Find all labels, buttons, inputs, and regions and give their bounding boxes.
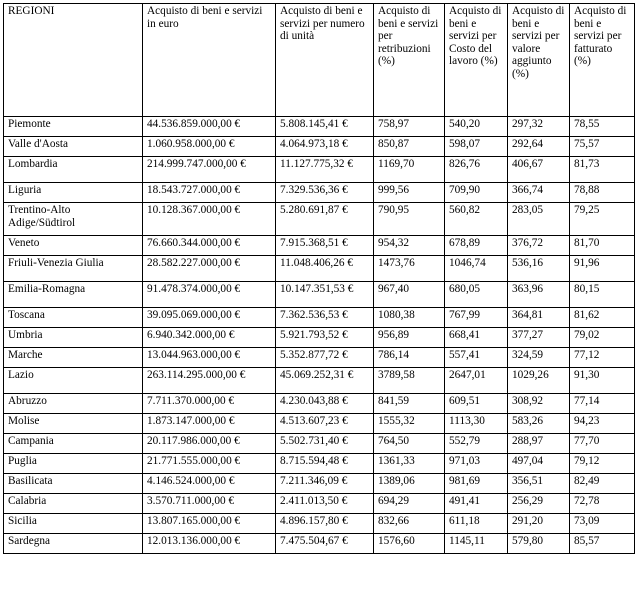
- cell-valore-aggiunto: 364,81: [508, 308, 570, 328]
- cell-valore-aggiunto: 536,16: [508, 256, 570, 282]
- cell-valore-aggiunto: 297,32: [508, 117, 570, 137]
- cell-region: Umbria: [4, 328, 143, 348]
- cell-costo-lavoro: 668,41: [445, 328, 508, 348]
- cell-retribuzioni: 3789,58: [374, 368, 445, 394]
- cell-costo-lavoro: 557,41: [445, 348, 508, 368]
- cell-valore-aggiunto: 366,74: [508, 183, 570, 203]
- cell-fatturato: 81,62: [570, 308, 635, 328]
- cell-costo-lavoro: 1046,74: [445, 256, 508, 282]
- cell-region: Lazio: [4, 368, 143, 394]
- cell-euro: 10.128.367.000,00 €: [143, 203, 276, 236]
- cell-valore-aggiunto: 356,51: [508, 474, 570, 494]
- cell-costo-lavoro: 981,69: [445, 474, 508, 494]
- table-row: [4, 348, 635, 368]
- cell-per-unita: 7.475.504,67 €: [276, 534, 374, 554]
- header-acquisto-euro: Acquisto di beni e servizi in euro: [143, 4, 276, 117]
- cell-region: Friuli-Venezia Giulia: [4, 256, 143, 282]
- table-header-row: [4, 4, 635, 117]
- cell-fatturato: 73,09: [570, 514, 635, 534]
- cell-fatturato: 81,70: [570, 236, 635, 256]
- cell-retribuzioni: 841,59: [374, 394, 445, 414]
- cell-valore-aggiunto: 288,97: [508, 434, 570, 454]
- cell-costo-lavoro: 971,03: [445, 454, 508, 474]
- cell-region: Emilia-Romagna: [4, 282, 143, 308]
- cell-per-unita: 5.280.691,87 €: [276, 203, 374, 236]
- table-row: [4, 256, 635, 282]
- cell-euro: 18.543.727.000,00 €: [143, 183, 276, 203]
- cell-per-unita: 8.715.594,48 €: [276, 454, 374, 474]
- cell-region: Calabria: [4, 494, 143, 514]
- cell-region: Molise: [4, 414, 143, 434]
- cell-retribuzioni: 1361,33: [374, 454, 445, 474]
- cell-valore-aggiunto: 308,92: [508, 394, 570, 414]
- cell-region: Trentino-Alto Adige/Südtirol: [4, 203, 143, 236]
- table-row: [4, 368, 635, 394]
- cell-euro: 13.044.963.000,00 €: [143, 348, 276, 368]
- cell-retribuzioni: 1576,60: [374, 534, 445, 554]
- cell-euro: 13.807.165.000,00 €: [143, 514, 276, 534]
- cell-valore-aggiunto: 583,26: [508, 414, 570, 434]
- cell-costo-lavoro: 609,51: [445, 394, 508, 414]
- cell-fatturato: 82,49: [570, 474, 635, 494]
- cell-fatturato: 72,78: [570, 494, 635, 514]
- cell-costo-lavoro: 611,18: [445, 514, 508, 534]
- cell-euro: 263.114.295.000,00 €: [143, 368, 276, 394]
- cell-per-unita: 11.127.775,32 €: [276, 157, 374, 183]
- cell-region: Sicilia: [4, 514, 143, 534]
- cell-euro: 12.013.136.000,00 €: [143, 534, 276, 554]
- cell-fatturato: 79,02: [570, 328, 635, 348]
- table-row: [4, 328, 635, 348]
- cell-region: Marche: [4, 348, 143, 368]
- cell-costo-lavoro: 2647,01: [445, 368, 508, 394]
- cell-retribuzioni: 956,89: [374, 328, 445, 348]
- cell-per-unita: 2.411.013,50 €: [276, 494, 374, 514]
- cell-fatturato: 81,73: [570, 157, 635, 183]
- cell-euro: 91.478.374.000,00 €: [143, 282, 276, 308]
- table-row: [4, 414, 635, 434]
- table-row: [4, 454, 635, 474]
- cell-costo-lavoro: 598,07: [445, 137, 508, 157]
- cell-fatturato: 77,12: [570, 348, 635, 368]
- cell-valore-aggiunto: 1029,26: [508, 368, 570, 394]
- cell-valore-aggiunto: 324,59: [508, 348, 570, 368]
- cell-retribuzioni: 954,32: [374, 236, 445, 256]
- cell-valore-aggiunto: 497,04: [508, 454, 570, 474]
- cell-region: Campania: [4, 434, 143, 454]
- cell-fatturato: 80,15: [570, 282, 635, 308]
- table-row: [4, 394, 635, 414]
- cell-retribuzioni: 1473,76: [374, 256, 445, 282]
- cell-euro: 214.999.747.000,00 €: [143, 157, 276, 183]
- cell-euro: 44.536.859.000,00 €: [143, 117, 276, 137]
- header-acquisto-fatturato: Acquisto di beni e servizi per fatturato (%): [570, 4, 635, 117]
- cell-retribuzioni: 786,14: [374, 348, 445, 368]
- cell-region: Abruzzo: [4, 394, 143, 414]
- table-row: [4, 474, 635, 494]
- table-row: [4, 534, 635, 554]
- cell-costo-lavoro: 540,20: [445, 117, 508, 137]
- cell-retribuzioni: 1080,38: [374, 308, 445, 328]
- table-row: [4, 434, 635, 454]
- cell-region: Lombardia: [4, 157, 143, 183]
- cell-fatturato: 79,25: [570, 203, 635, 236]
- header-regioni: REGIONI: [4, 4, 143, 117]
- cell-valore-aggiunto: 292,64: [508, 137, 570, 157]
- cell-retribuzioni: 790,95: [374, 203, 445, 236]
- cell-per-unita: 7.362.536,53 €: [276, 308, 374, 328]
- cell-costo-lavoro: 1113,30: [445, 414, 508, 434]
- cell-costo-lavoro: 767,99: [445, 308, 508, 328]
- cell-euro: 28.582.227.000,00 €: [143, 256, 276, 282]
- table-row: [4, 514, 635, 534]
- cell-fatturato: 77,14: [570, 394, 635, 414]
- cell-fatturato: 94,23: [570, 414, 635, 434]
- cell-valore-aggiunto: 291,20: [508, 514, 570, 534]
- table-row: [4, 157, 635, 183]
- cell-retribuzioni: 1555,32: [374, 414, 445, 434]
- cell-retribuzioni: 850,87: [374, 137, 445, 157]
- cell-fatturato: 75,57: [570, 137, 635, 157]
- cell-per-unita: 4.064.973,18 €: [276, 137, 374, 157]
- cell-retribuzioni: 1169,70: [374, 157, 445, 183]
- table-row: [4, 282, 635, 308]
- cell-euro: 1.873.147.000,00 €: [143, 414, 276, 434]
- cell-fatturato: 78,55: [570, 117, 635, 137]
- cell-retribuzioni: 1389,06: [374, 474, 445, 494]
- cell-costo-lavoro: 709,90: [445, 183, 508, 203]
- header-acquisto-valore-aggiunto: Acquisto di beni e servizi per valore aggiunto (%): [508, 4, 570, 117]
- cell-per-unita: 10.147.351,53 €: [276, 282, 374, 308]
- cell-per-unita: 7.915.368,51 €: [276, 236, 374, 256]
- cell-valore-aggiunto: 579,80: [508, 534, 570, 554]
- cell-retribuzioni: 758,97: [374, 117, 445, 137]
- cell-retribuzioni: 764,50: [374, 434, 445, 454]
- cell-fatturato: 77,70: [570, 434, 635, 454]
- cell-retribuzioni: 999,56: [374, 183, 445, 203]
- cell-per-unita: 5.808.145,41 €: [276, 117, 374, 137]
- cell-valore-aggiunto: 283,05: [508, 203, 570, 236]
- cell-retribuzioni: 832,66: [374, 514, 445, 534]
- cell-valore-aggiunto: 376,72: [508, 236, 570, 256]
- cell-euro: 20.117.986.000,00 €: [143, 434, 276, 454]
- cell-per-unita: 7.211.346,09 €: [276, 474, 374, 494]
- cell-retribuzioni: 967,40: [374, 282, 445, 308]
- cell-retribuzioni: 694,29: [374, 494, 445, 514]
- header-acquisto-costo-lavoro: Acquisto di beni e servizi per Costo del lavoro (%): [445, 4, 508, 117]
- table-row: [4, 494, 635, 514]
- header-acquisto-retribuzioni: Acquisto di beni e servizi per retribuzioni (%): [374, 4, 445, 117]
- cell-valore-aggiunto: 363,96: [508, 282, 570, 308]
- cell-region: Puglia: [4, 454, 143, 474]
- cell-region: Toscana: [4, 308, 143, 328]
- table-row: [4, 117, 635, 137]
- cell-costo-lavoro: 826,76: [445, 157, 508, 183]
- table-row: [4, 137, 635, 157]
- cell-euro: 76.660.344.000,00 €: [143, 236, 276, 256]
- cell-per-unita: 4.896.157,80 €: [276, 514, 374, 534]
- cell-costo-lavoro: 1145,11: [445, 534, 508, 554]
- cell-per-unita: 4.230.043,88 €: [276, 394, 374, 414]
- cell-region: Piemonte: [4, 117, 143, 137]
- cell-euro: 7.711.370.000,00 €: [143, 394, 276, 414]
- cell-region: Veneto: [4, 236, 143, 256]
- cell-fatturato: 78,88: [570, 183, 635, 203]
- cell-per-unita: 45.069.252,31 €: [276, 368, 374, 394]
- cell-costo-lavoro: 491,41: [445, 494, 508, 514]
- table-row: [4, 236, 635, 256]
- cell-region: Sardegna: [4, 534, 143, 554]
- table-row: [4, 308, 635, 328]
- header-acquisto-unita: Acquisto di beni e servizi per numero di unità: [276, 4, 374, 117]
- regions-table: [3, 3, 635, 554]
- cell-per-unita: 5.921.793,52 €: [276, 328, 374, 348]
- cell-fatturato: 79,12: [570, 454, 635, 474]
- cell-per-unita: 7.329.536,36 €: [276, 183, 374, 203]
- cell-region: Basilicata: [4, 474, 143, 494]
- cell-per-unita: 11.048.406,26 €: [276, 256, 374, 282]
- cell-per-unita: 5.502.731,40 €: [276, 434, 374, 454]
- cell-region: Liguria: [4, 183, 143, 203]
- cell-costo-lavoro: 678,89: [445, 236, 508, 256]
- table-row: [4, 203, 635, 236]
- cell-euro: 3.570.711.000,00 €: [143, 494, 276, 514]
- table-row: [4, 183, 635, 203]
- cell-euro: 39.095.069.000,00 €: [143, 308, 276, 328]
- cell-euro: 4.146.524.000,00 €: [143, 474, 276, 494]
- cell-costo-lavoro: 552,79: [445, 434, 508, 454]
- cell-valore-aggiunto: 377,27: [508, 328, 570, 348]
- cell-costo-lavoro: 560,82: [445, 203, 508, 236]
- cell-fatturato: 91,96: [570, 256, 635, 282]
- cell-per-unita: 4.513.607,23 €: [276, 414, 374, 434]
- cell-euro: 6.940.342.000,00 €: [143, 328, 276, 348]
- cell-fatturato: 91,30: [570, 368, 635, 394]
- cell-fatturato: 85,57: [570, 534, 635, 554]
- cell-valore-aggiunto: 256,29: [508, 494, 570, 514]
- cell-euro: 21.771.555.000,00 €: [143, 454, 276, 474]
- cell-costo-lavoro: 680,05: [445, 282, 508, 308]
- cell-valore-aggiunto: 406,67: [508, 157, 570, 183]
- cell-euro: 1.060.958.000,00 €: [143, 137, 276, 157]
- cell-region: Valle d'Aosta: [4, 137, 143, 157]
- cell-per-unita: 5.352.877,72 €: [276, 348, 374, 368]
